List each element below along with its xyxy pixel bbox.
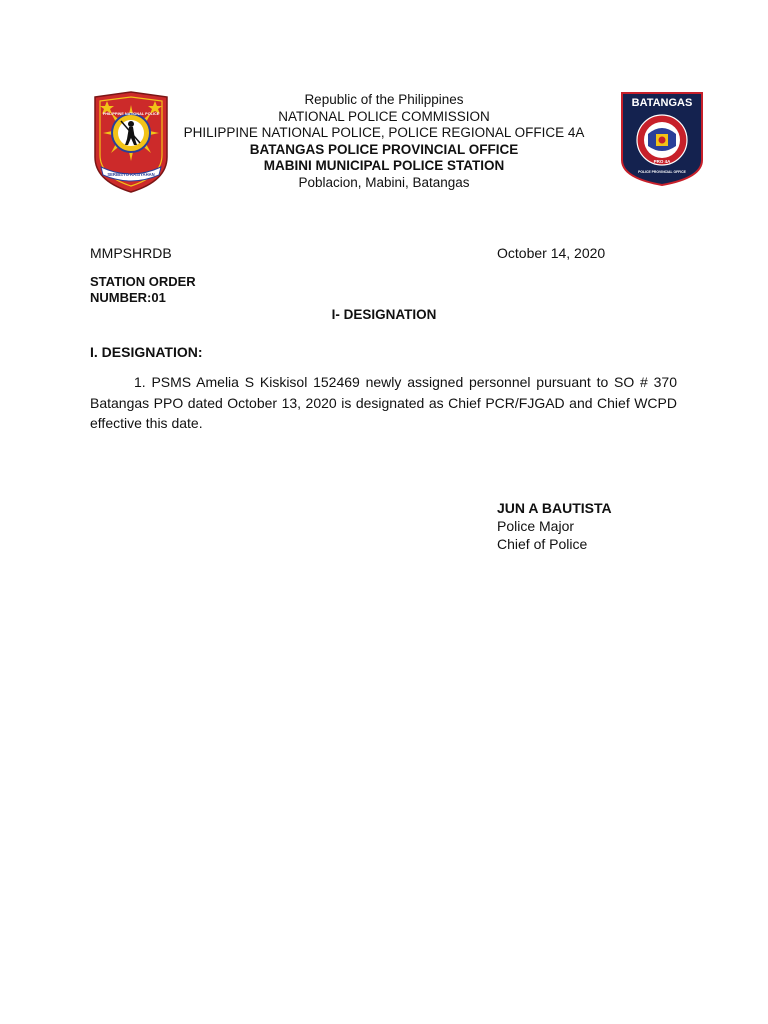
station-order-label [90, 274, 196, 306]
header-police-station: MABINI MUNICIPAL POLICE STATION [263, 158, 505, 174]
header-provincial-office: BATANGAS POLICE PROVINCIAL OFFICE [249, 141, 519, 157]
signatory-position: Chief of Police [497, 536, 588, 552]
batangas-sub-text: PRO 4A [653, 159, 671, 164]
signature-block [497, 499, 612, 553]
signatory-rank: Police Major [497, 518, 575, 534]
batangas-banner-text: BATANGAS [631, 97, 693, 109]
pnp-arc-text: PHILIPPINE NATIONAL POLICE [102, 112, 160, 116]
letterhead [170, 92, 598, 192]
batangas-arc-text: POLICE PROVINCIAL OFFICE [638, 170, 686, 174]
designation-paragraph: 1. PSMS Amelia S Kiskisol 152469 newly assigned personnel pursuant to SO # 370 Batangas PPO dated October 13, 2020 is designated as Chief PCR/FJGAD and Chief WCPD effective this date. [90, 374, 677, 431]
section-heading: I. DESIGNATION: [90, 344, 203, 360]
reference-code: MMPSHRDB [90, 245, 172, 261]
header-pnp-region: PHILIPPINE NATIONAL POLICE, POLICE REGIONAL OFFICE 4A [183, 125, 585, 141]
document-date: October 14, 2020 [497, 245, 606, 261]
order-title: I- DESIGNATION [331, 307, 437, 322]
order-number-line: NUMBER:01 [90, 290, 166, 305]
header-napolcom: NATIONAL POLICE COMMISSION [278, 108, 490, 124]
pnp-ribbon-text: SERBISYO KASIYAHAN [107, 172, 155, 177]
pnp-seal-logo [93, 91, 169, 193]
header-republic: Republic of the Philippines [304, 92, 464, 107]
batangas-ppo-logo [621, 92, 703, 186]
header-address: Poblacion, Mabini, Batangas [298, 174, 470, 190]
signatory-name: JUN A BAUTISTA [497, 500, 612, 516]
station-order-line: STATION ORDER [90, 274, 196, 289]
